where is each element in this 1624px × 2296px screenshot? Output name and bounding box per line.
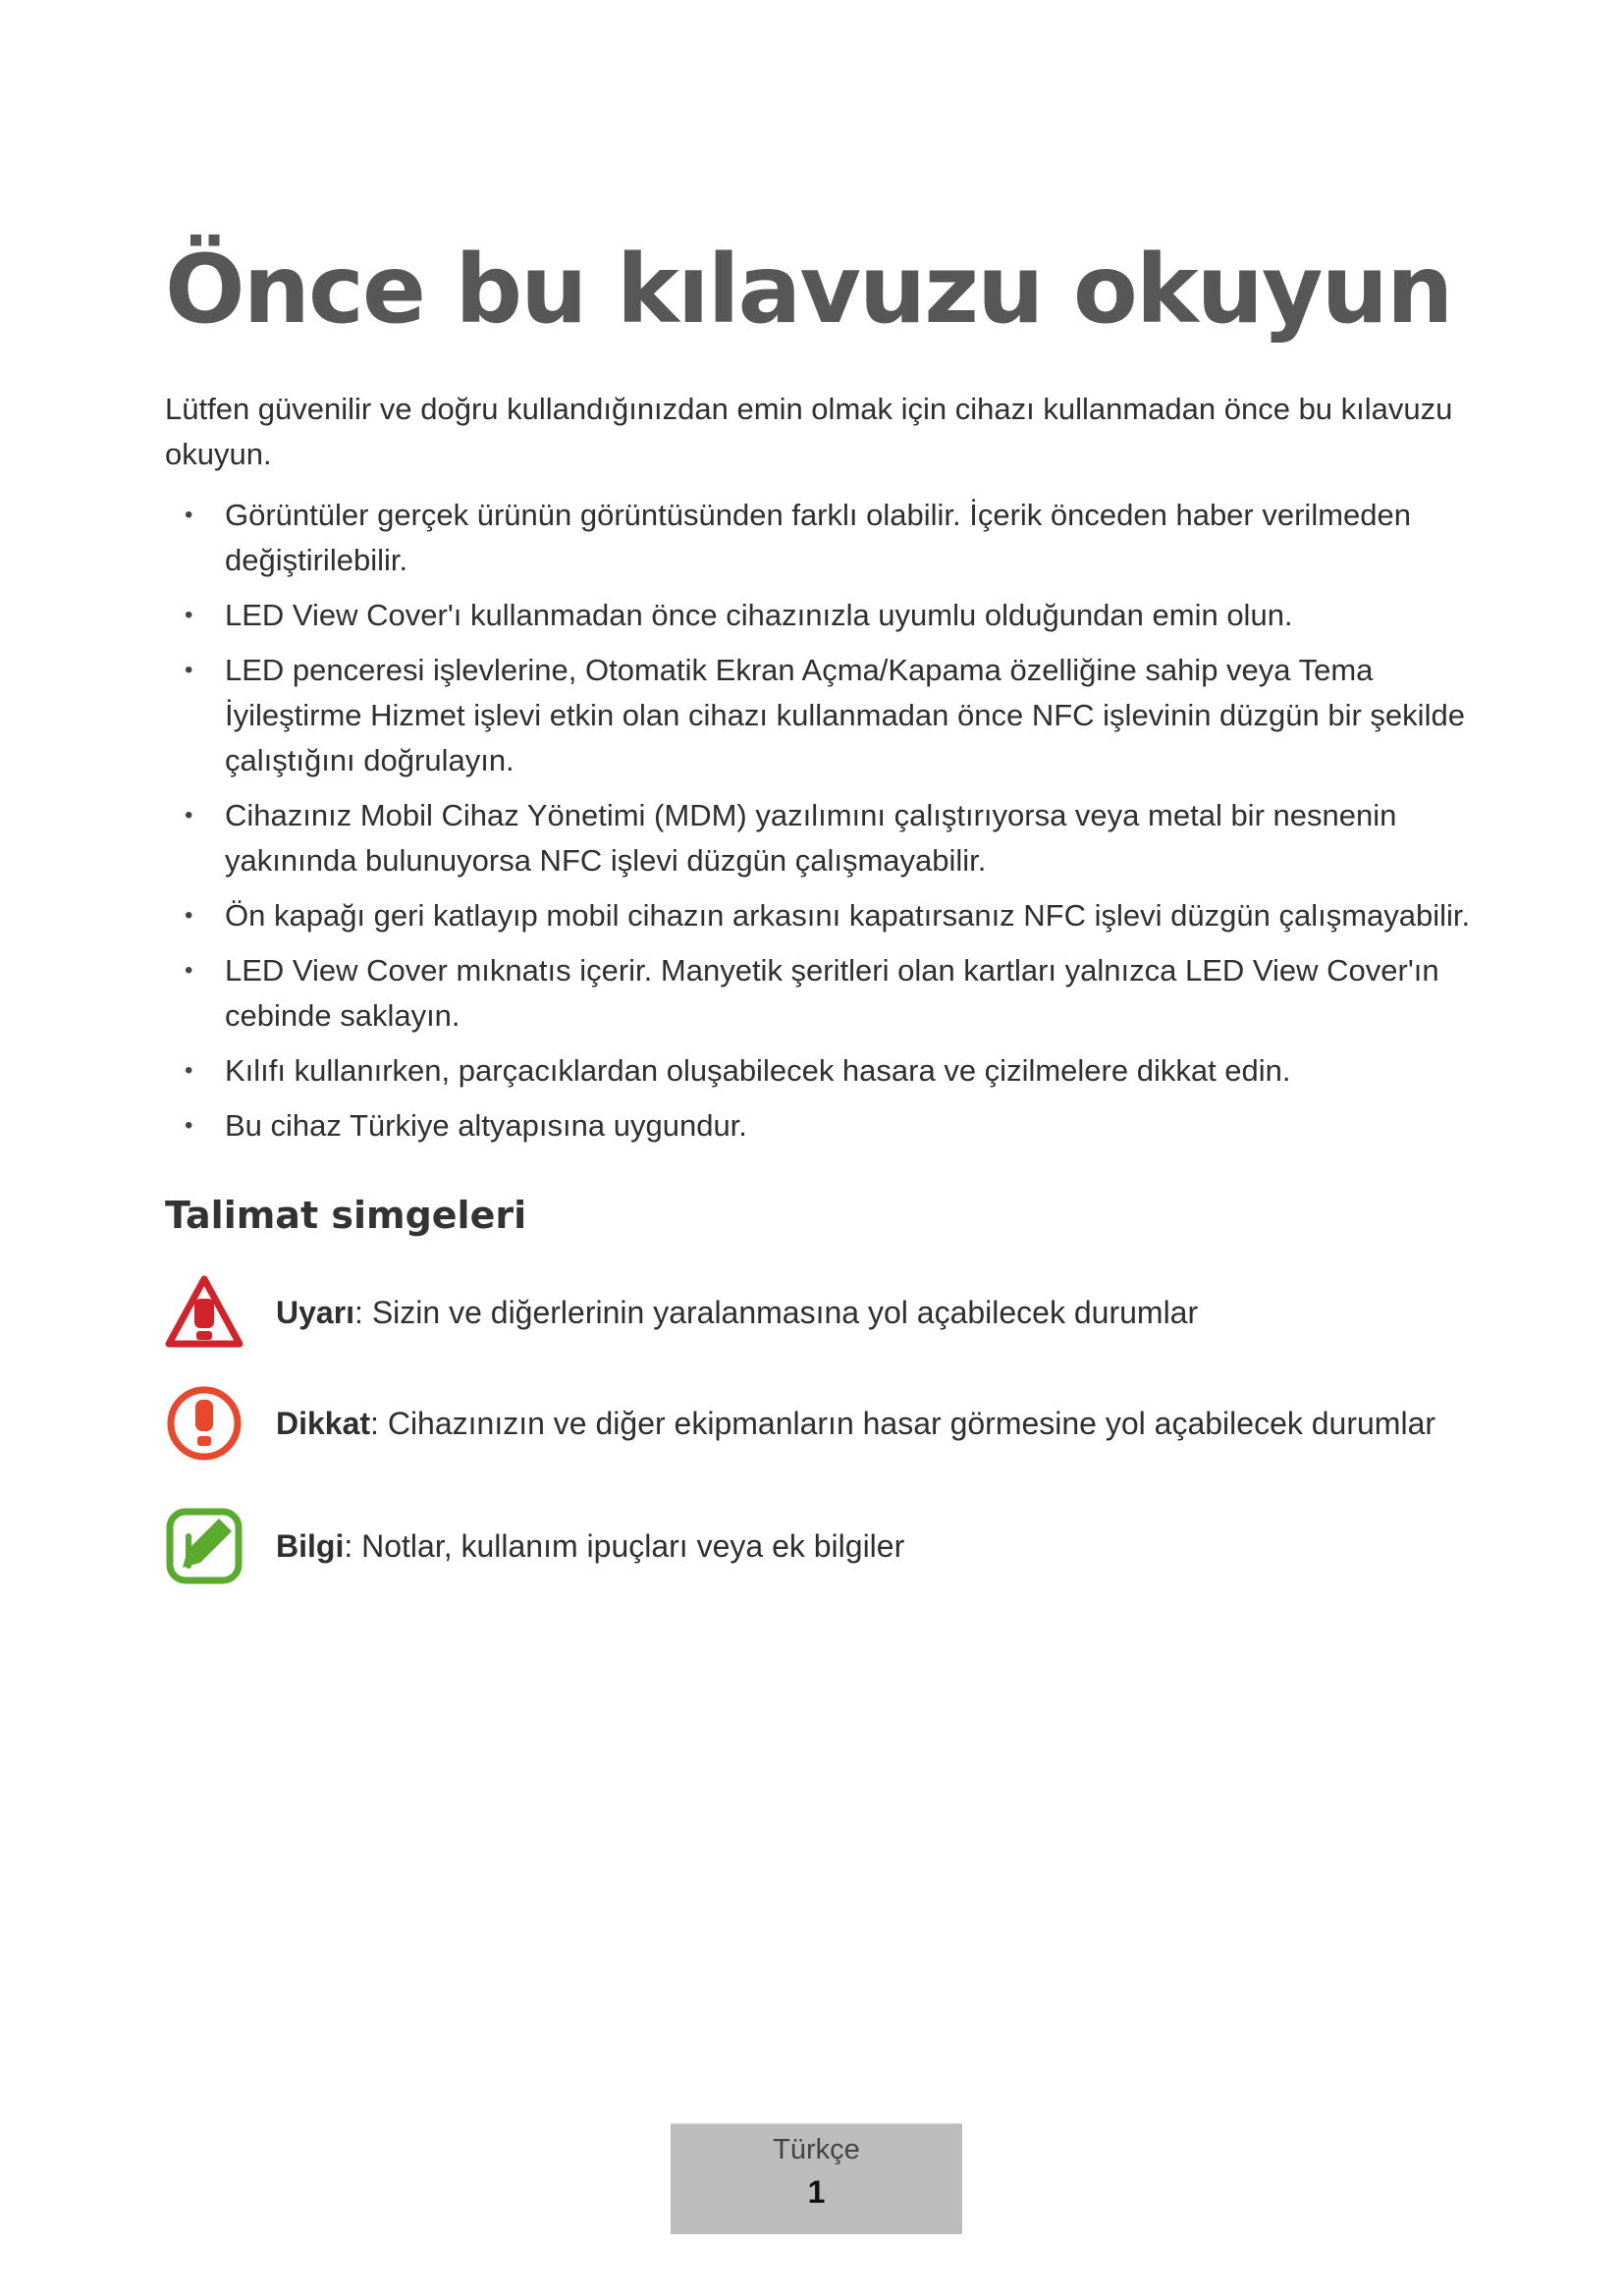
list-item: • Kılıfı kullanırken, parçacıklardan oluşabilecek hasara ve çizilmelere dikkat edin. [165, 1048, 1481, 1094]
page-title: Önce bu kılavuzu okuyun [165, 235, 1452, 345]
list-item: • Görüntüler gerçek ürünün görüntüsünden farklı olabilir. İçerik önceden haber verilmeden değiştirilebilir. [165, 493, 1481, 583]
notice-warning [165, 1273, 1198, 1352]
bullet-list [165, 493, 1481, 1158]
page-footer [671, 2123, 962, 2234]
intro-paragraph: Lütfen güvenilir ve doğru kullandığınızdan emin olmak için cihazı kullanmadan önce bu kılavuzu okuyun. [165, 392, 1453, 471]
section-title: Talimat simgeleri [165, 1194, 527, 1237]
list-item: • Bu cihaz Türkiye altyapısına uygundur. [165, 1103, 1481, 1148]
notice-text: Uyarı: Sizin ve diğerlerinin yaralanmasına yol açabilecek durumlar [276, 1294, 1199, 1330]
page-number: 1 [807, 2174, 826, 2210]
list-item: • LED penceresi işlevlerine, Otomatik Ekran Açma/Kapama özelliğine sahip veya Tema İyileştirme Hizmet işlevi etkin olan cihazı kullanmadan önce NFC işlevinin düzgün bir şekilde çalıştığını doğrulayın. [165, 648, 1481, 783]
notice-text: Bilgi: Notlar, kullanım ipuçları veya ek bilgiler [276, 1527, 905, 1564]
notice-text: Dikkat: Cihazınızın ve diğer ekipmanların hasar görmesine yol açabilecek durumlar [276, 1405, 1436, 1441]
note-pencil-icon [165, 1507, 244, 1585]
caution-circle-icon [165, 1384, 244, 1463]
list-item: • Cihazınız Mobil Cihaz Yönetimi (MDM) yazılımını çalıştırıyorsa veya metal bir nesnenin yakınında bulunuyorsa NFC işlevi düzgün çalışmayabilir. [165, 793, 1481, 883]
list-item: • LED View Cover'ı kullanmadan önce cihazınızla uyumlu olduğundan emin olun. [165, 593, 1481, 638]
list-item: • Ön kapağı geri katlayıp mobil cihazın arkasını kapatırsanız NFC işlevi düzgün çalışmayabilir. [165, 893, 1481, 938]
warning-triangle-icon [165, 1273, 244, 1352]
notice-info [165, 1507, 904, 1585]
notice-caution [165, 1384, 1435, 1463]
footer-language: Türkçe [773, 2134, 860, 2165]
list-item: • LED View Cover mıknatıs içerir. Manyetik şeritleri olan kartları yalnızca LED View Cover'ın cebinde saklayın. [165, 948, 1481, 1039]
